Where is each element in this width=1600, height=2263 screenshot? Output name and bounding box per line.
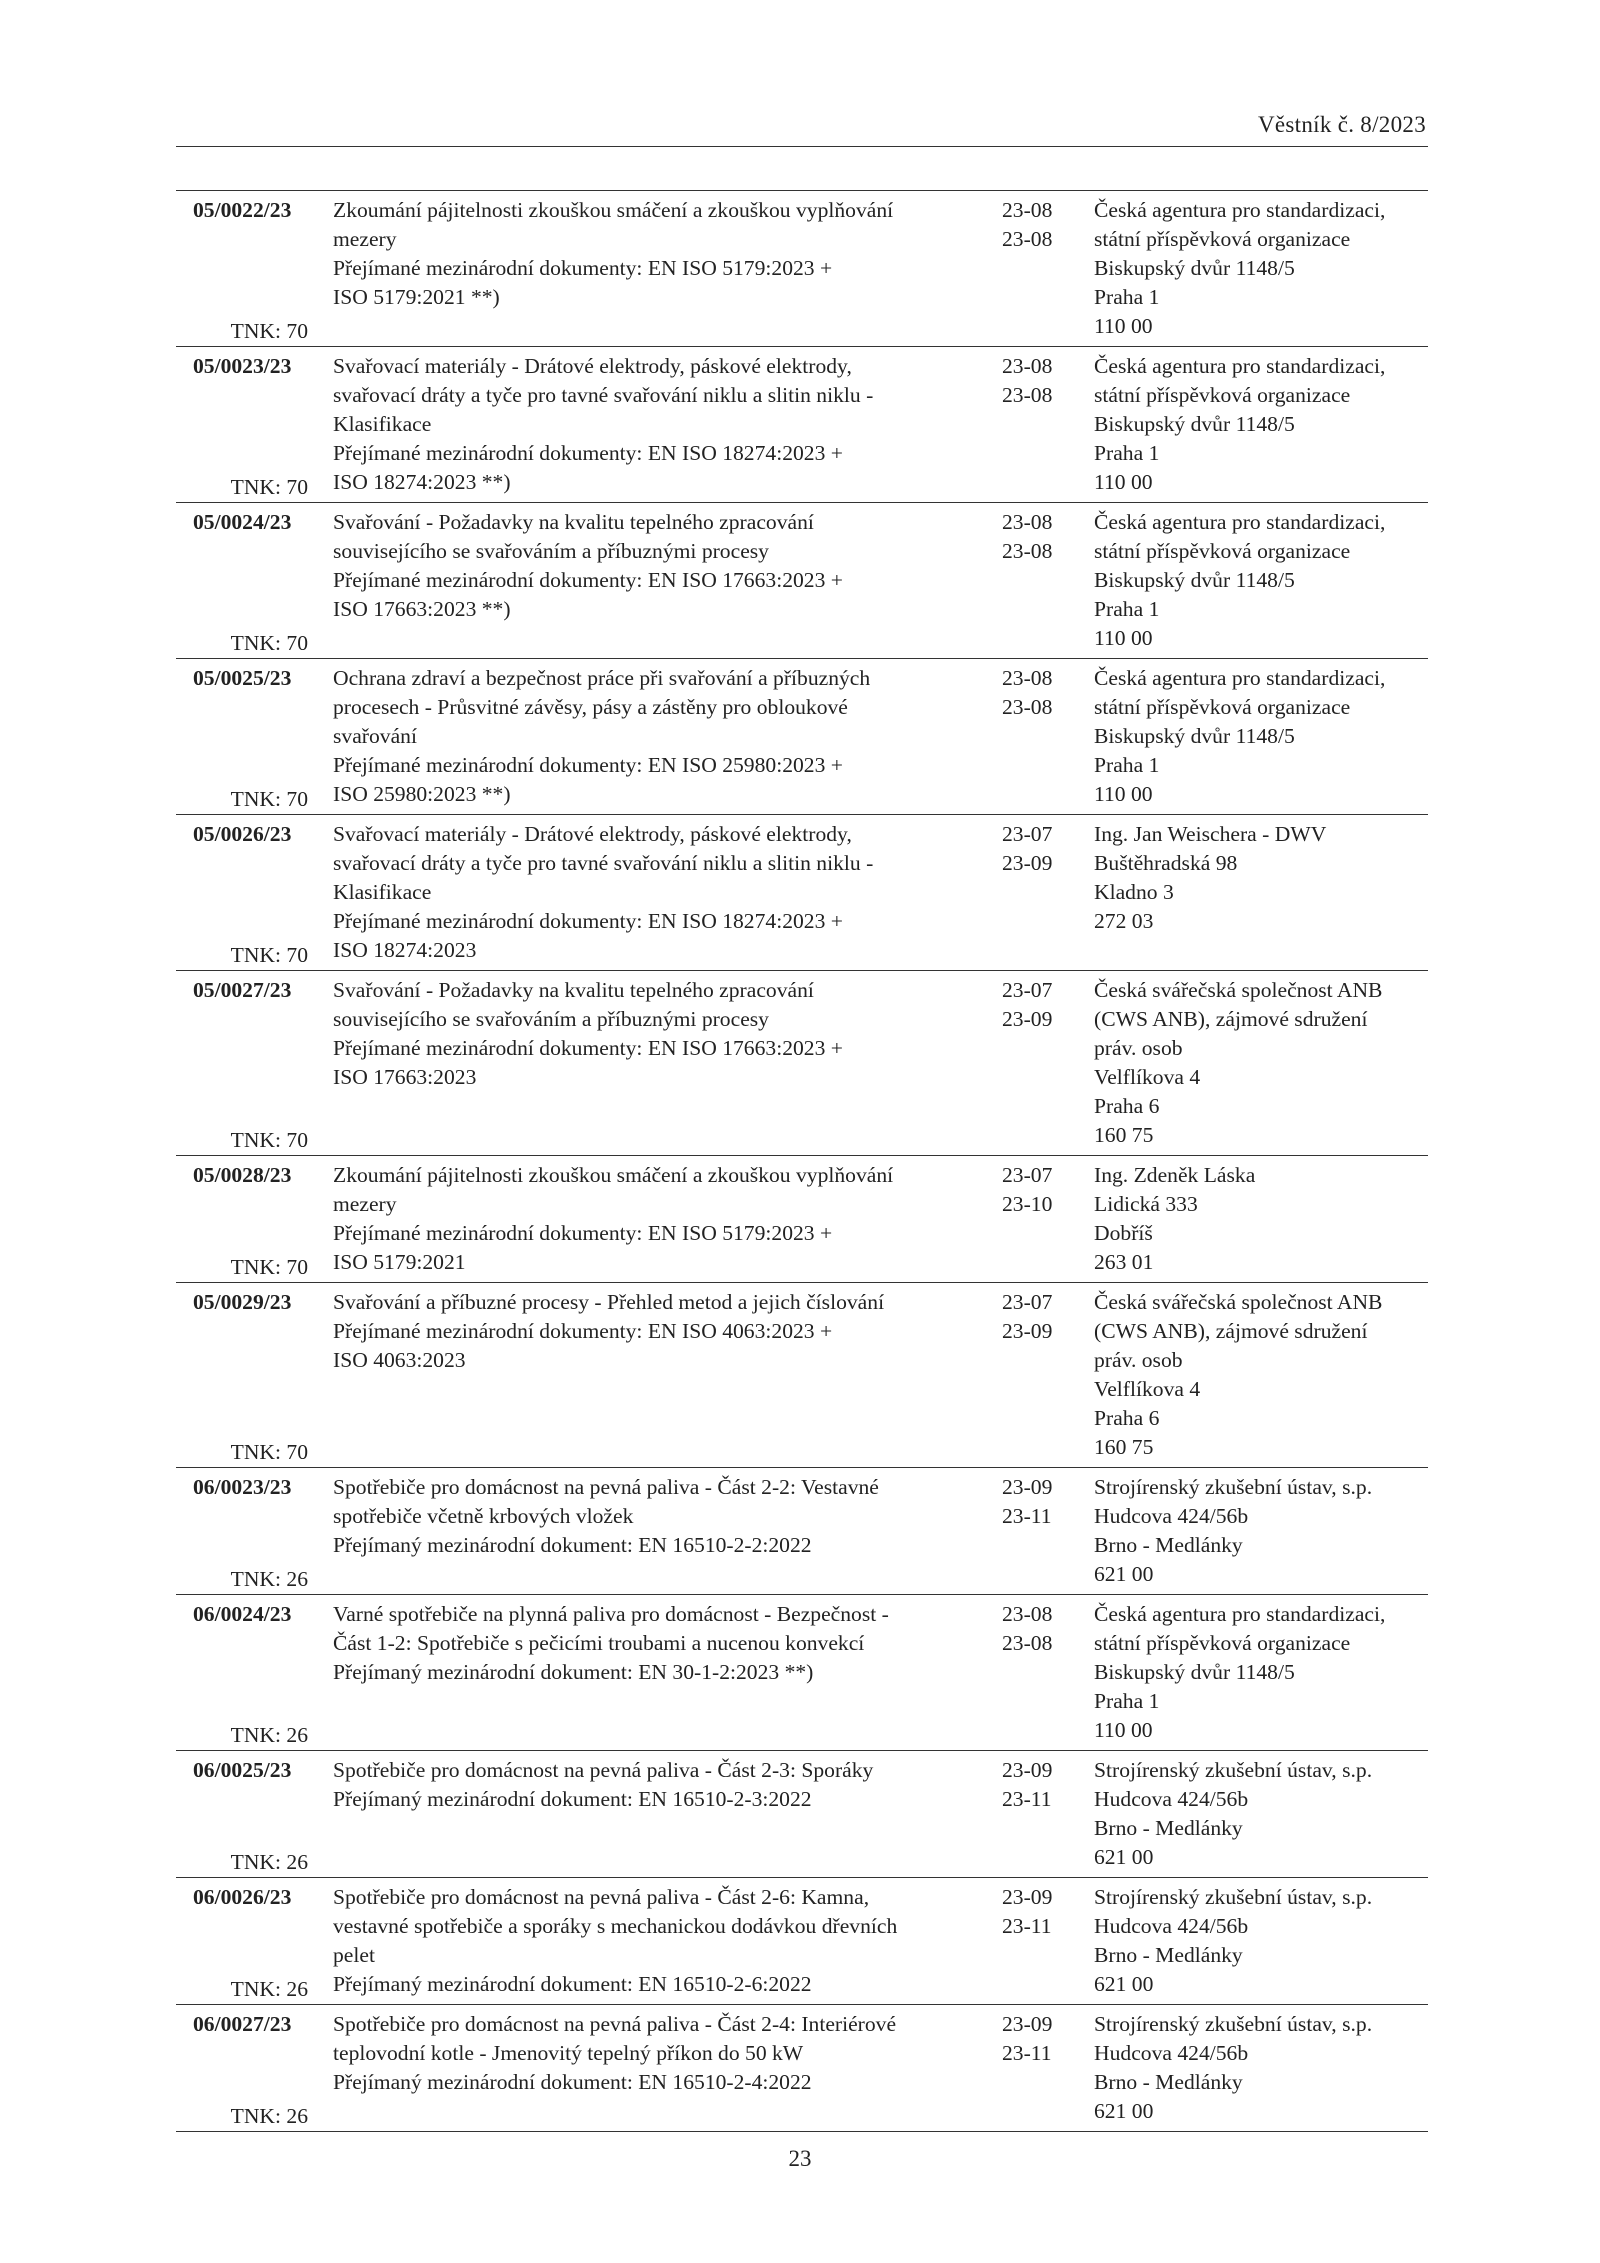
- entry-address-line: Hudcova 424/56b: [1094, 1787, 1249, 1811]
- entry-date: 23-08: [1002, 1602, 1053, 1626]
- entry-title-line: vestavné spotřebiče a sporáky s mechanickou dodávkou dřevních: [333, 1914, 898, 1938]
- entry-tnk: TNK: 70: [230, 631, 308, 655]
- entry-number: 05/0028/23: [193, 1163, 292, 1187]
- entry-dates: [1002, 1161, 1072, 1219]
- entry-title-line: Přejímané mezinárodní dokumenty: EN ISO 5179:2023 +: [333, 256, 833, 280]
- standard-entry: [176, 1878, 1428, 2005]
- entry-address-line: 110 00: [1094, 314, 1153, 338]
- entry-address-line: Velflíkova 4: [1094, 1377, 1201, 1401]
- entry-address: [1094, 1161, 1434, 1277]
- standard-entry: [176, 347, 1428, 503]
- entry-date: 23-09: [1002, 1758, 1053, 1782]
- entry-tnk: TNK: 26: [230, 1567, 308, 1591]
- entry-dates: [1002, 1600, 1072, 1658]
- entry-tnk: TNK: 70: [230, 943, 308, 967]
- entry-address: [1094, 664, 1434, 809]
- entry-title-line: Přejímaný mezinárodní dokument: EN 30-1-2:2023 **): [333, 1660, 814, 1684]
- entry-title: [333, 976, 973, 1092]
- entry-address-line: Česká agentura pro standardizaci,: [1094, 354, 1386, 378]
- entry-address: [1094, 1473, 1434, 1589]
- entry-address-line: práv. osob: [1094, 1348, 1183, 1372]
- entry-dates: [1002, 1288, 1072, 1346]
- entry-dates: [1002, 664, 1072, 722]
- page-header: [176, 112, 1428, 147]
- entry-title-line: teplovodní kotle - Jmenovitý tepelný příkon do 50 kW: [333, 2041, 804, 2065]
- entry-title-line: Ochrana zdraví a bezpečnost práce při svařování a příbuzných: [333, 666, 871, 690]
- entry-tnk: TNK: 26: [230, 1977, 308, 2001]
- entry-title-line: Svařování a příbuzné procesy - Přehled metod a jejich číslování: [333, 1290, 885, 1314]
- entry-title-line: Přejímaný mezinárodní dokument: EN 16510-2-6:2022: [333, 1972, 812, 1996]
- entry-title-line: Svařování - Požadavky na kvalitu tepelného zpracování: [333, 978, 814, 1002]
- standard-entry: [176, 503, 1428, 659]
- entry-date: 23-09: [1002, 1007, 1053, 1031]
- entry-address-line: Hudcova 424/56b: [1094, 2041, 1249, 2065]
- entry-date: 23-10: [1002, 1192, 1053, 1216]
- entry-title-line: Přejímaný mezinárodní dokument: EN 16510-2-4:2022: [333, 2070, 812, 2094]
- entry-title-line: procesech - Průsvitné závěsy, pásy a zástěny pro obloukové: [333, 695, 848, 719]
- entry-tnk: TNK: 70: [230, 1128, 308, 1152]
- entry-number: 05/0024/23: [193, 510, 292, 534]
- entry-date: 23-09: [1002, 1885, 1053, 1909]
- entry-address-line: 621 00: [1094, 1972, 1154, 1996]
- entry-address-line: 621 00: [1094, 2099, 1154, 2123]
- entry-date: 23-07: [1002, 1290, 1053, 1314]
- entry-number: 05/0023/23: [193, 354, 292, 378]
- entry-address-line: státní příspěvková organizace: [1094, 227, 1351, 251]
- entry-dates: [1002, 196, 1072, 254]
- entry-address-line: Ing. Zdeněk Láska: [1094, 1163, 1256, 1187]
- entry-number: 05/0029/23: [193, 1290, 292, 1314]
- entry-title-line: Přejímané mezinárodní dokumenty: EN ISO 18274:2023 +: [333, 441, 843, 465]
- entry-number: 06/0024/23: [193, 1602, 292, 1626]
- entry-address-line: 621 00: [1094, 1845, 1154, 1869]
- entry-address-line: Brno - Medlánky: [1094, 2070, 1243, 2094]
- entry-address-line: Velflíkova 4: [1094, 1065, 1201, 1089]
- entry-title-line: Spotřebiče pro domácnost na pevná paliva - Část 2-2: Vestavné: [333, 1475, 879, 1499]
- entry-title: [333, 1288, 973, 1375]
- entry-address-line: Praha 6: [1094, 1406, 1160, 1430]
- entry-address-line: Praha 1: [1094, 1689, 1160, 1713]
- entry-address-line: Praha 1: [1094, 753, 1160, 777]
- entry-date: 23-08: [1002, 1631, 1053, 1655]
- entry-address-line: Biskupský dvůr 1148/5: [1094, 568, 1295, 592]
- entry-address: [1094, 2010, 1434, 2126]
- entry-address-line: Česká agentura pro standardizaci,: [1094, 1602, 1386, 1626]
- entry-address-line: Biskupský dvůr 1148/5: [1094, 1660, 1295, 1684]
- entry-date: 23-07: [1002, 1163, 1053, 1187]
- entry-address-line: Česká agentura pro standardizaci,: [1094, 198, 1386, 222]
- entry-date: 23-07: [1002, 822, 1053, 846]
- entry-address-line: státní příspěvková organizace: [1094, 1631, 1351, 1655]
- entry-title-line: svařovací dráty a tyče pro tavné svařování niklu a slitin niklu -: [333, 851, 874, 875]
- entry-title-line: souvisejícího se svařováním a příbuznými procesy: [333, 1007, 769, 1031]
- entry-address-line: práv. osob: [1094, 1036, 1183, 1060]
- entry-title-line: Přejímané mezinárodní dokumenty: EN ISO 18274:2023 +: [333, 909, 843, 933]
- entry-dates: [1002, 820, 1072, 878]
- entry-title: [333, 196, 973, 312]
- entry-date: 23-07: [1002, 978, 1053, 1002]
- entry-address-line: 263 01: [1094, 1250, 1154, 1274]
- entry-address: [1094, 1600, 1434, 1745]
- entry-date: 23-08: [1002, 383, 1053, 407]
- entry-title: [333, 352, 973, 497]
- entry-address-line: 110 00: [1094, 1718, 1153, 1742]
- page-number: 23: [788, 2146, 812, 2171]
- entry-address-line: Brno - Medlánky: [1094, 1943, 1243, 1967]
- entry-title: [333, 1161, 973, 1277]
- entry-date: 23-08: [1002, 510, 1053, 534]
- entry-number: 06/0025/23: [193, 1758, 292, 1782]
- entry-title-line: Svařování - Požadavky na kvalitu tepelného zpracování: [333, 510, 814, 534]
- entry-title-line: ISO 17663:2023: [333, 1065, 477, 1089]
- entry-address-line: státní příspěvková organizace: [1094, 383, 1351, 407]
- entry-date: 23-09: [1002, 851, 1053, 875]
- entry-date: 23-08: [1002, 539, 1053, 563]
- entry-title: [333, 820, 973, 965]
- entry-address: [1094, 1883, 1434, 1999]
- entry-address-line: Strojírenský zkušební ústav, s.p.: [1094, 2012, 1373, 2036]
- entry-address-line: Buštěhradská 98: [1094, 851, 1238, 875]
- entry-title-line: mezery: [333, 1192, 397, 1216]
- entry-tnk: TNK: 70: [230, 319, 308, 343]
- entry-address: [1094, 1756, 1434, 1872]
- journal-title: Věstník č. 8/2023: [1258, 112, 1426, 137]
- entry-address: [1094, 352, 1434, 497]
- standard-entry: [176, 191, 1428, 347]
- entry-address-line: Praha 6: [1094, 1094, 1160, 1118]
- entry-number: 06/0023/23: [193, 1475, 292, 1499]
- entry-tnk: TNK: 70: [230, 787, 308, 811]
- entry-dates: [1002, 1883, 1072, 1941]
- entry-title: [333, 1756, 973, 1814]
- entry-title-line: Přejímané mezinárodní dokumenty: EN ISO 4063:2023 +: [333, 1319, 833, 1343]
- entry-date: 23-08: [1002, 354, 1053, 378]
- entry-dates: [1002, 976, 1072, 1034]
- entry-address-line: státní příspěvková organizace: [1094, 539, 1351, 563]
- entry-address-line: Praha 1: [1094, 441, 1160, 465]
- entry-number: 05/0025/23: [193, 666, 292, 690]
- entry-address-line: Brno - Medlánky: [1094, 1816, 1243, 1840]
- entry-address-line: Biskupský dvůr 1148/5: [1094, 412, 1295, 436]
- entry-title-line: Přejímané mezinárodní dokumenty: EN ISO 25980:2023 +: [333, 753, 843, 777]
- entry-tnk: TNK: 26: [230, 2104, 308, 2128]
- entry-title-line: ISO 18274:2023 **): [333, 470, 511, 494]
- entry-title-line: pelet: [333, 1943, 375, 1967]
- entry-title-line: Spotřebiče pro domácnost na pevná paliva - Část 2-4: Interiérové: [333, 2012, 897, 2036]
- entry-address-line: Lidická 333: [1094, 1192, 1198, 1216]
- standard-entry: [176, 1468, 1428, 1595]
- entry-title-line: svařovací dráty a tyče pro tavné svařování niklu a slitin niklu -: [333, 383, 874, 407]
- entry-address-line: 110 00: [1094, 470, 1153, 494]
- entry-title-line: svařování: [333, 724, 417, 748]
- entry-title-line: Přejímaný mezinárodní dokument: EN 16510-2-3:2022: [333, 1787, 812, 1811]
- entry-title-line: Zkoumání pájitelnosti zkouškou smáčení a zkouškou vyplňování: [333, 1163, 894, 1187]
- entry-date: 23-08: [1002, 198, 1053, 222]
- entry-tnk: TNK: 70: [230, 1440, 308, 1464]
- entry-address-line: Praha 1: [1094, 597, 1160, 621]
- entry-dates: [1002, 2010, 1072, 2068]
- entry-title-line: Spotřebiče pro domácnost na pevná paliva - Část 2-6: Kamna,: [333, 1885, 870, 1909]
- entry-title: [333, 664, 973, 809]
- entry-title-line: Spotřebiče pro domácnost na pevná paliva - Část 2-3: Sporáky: [333, 1758, 874, 1782]
- entry-number: 06/0027/23: [193, 2012, 292, 2036]
- entry-address-line: Kladno 3: [1094, 880, 1174, 904]
- entry-title-line: ISO 4063:2023: [333, 1348, 466, 1372]
- entry-date: 23-11: [1002, 2041, 1052, 2065]
- entry-title-line: Přejímané mezinárodní dokumenty: EN ISO 5179:2023 +: [333, 1221, 833, 1245]
- entry-tnk: TNK: 70: [230, 1255, 308, 1279]
- entry-address-line: Česká svářečská společnost ANB: [1094, 978, 1383, 1002]
- entry-tnk: TNK: 70: [230, 475, 308, 499]
- entry-address-line: Česká agentura pro standardizaci,: [1094, 666, 1386, 690]
- entry-title-line: Část 1-2: Spotřebiče s pečicími troubami a nucenou konvekcí: [333, 1631, 865, 1655]
- entry-title-line: Přejímané mezinárodní dokumenty: EN ISO 17663:2023 +: [333, 1036, 843, 1060]
- entry-dates: [1002, 352, 1072, 410]
- entry-date: 23-09: [1002, 2012, 1053, 2036]
- entry-title: [333, 1473, 973, 1560]
- standard-entry: [176, 659, 1428, 815]
- entry-dates: [1002, 508, 1072, 566]
- entry-number: 05/0027/23: [193, 978, 292, 1002]
- entry-title: [333, 508, 973, 624]
- entry-title-line: Klasifikace: [333, 880, 432, 904]
- entry-address-line: Biskupský dvůr 1148/5: [1094, 256, 1295, 280]
- entry-date: 23-08: [1002, 227, 1053, 251]
- entry-title-line: mezery: [333, 227, 397, 251]
- entry-number: 05/0026/23: [193, 822, 292, 846]
- entry-date: 23-09: [1002, 1475, 1053, 1499]
- entry-address-line: Česká agentura pro standardizaci,: [1094, 510, 1386, 534]
- entry-title-line: ISO 18274:2023: [333, 938, 477, 962]
- entry-address-line: Dobříš: [1094, 1221, 1153, 1245]
- standard-entry: [176, 1283, 1428, 1468]
- entry-number: 05/0022/23: [193, 198, 292, 222]
- entry-date: 23-08: [1002, 695, 1053, 719]
- entry-address-line: Ing. Jan Weischera - DWV: [1094, 822, 1327, 846]
- standard-entry: [176, 1156, 1428, 1283]
- entry-address-line: 110 00: [1094, 626, 1153, 650]
- entry-address-line: 160 75: [1094, 1123, 1154, 1147]
- entry-title-line: Svařovací materiály - Drátové elektrody, páskové elektrody,: [333, 822, 852, 846]
- entry-tnk: TNK: 26: [230, 1850, 308, 1874]
- entry-address: [1094, 820, 1434, 936]
- entry-title-line: spotřebiče včetně krbových vložek: [333, 1504, 634, 1528]
- entry-title-line: Zkoumání pájitelnosti zkouškou smáčení a zkouškou vyplňování: [333, 198, 894, 222]
- entry-title-line: ISO 17663:2023 **): [333, 597, 511, 621]
- entry-title: [333, 1600, 973, 1687]
- entry-address-line: státní příspěvková organizace: [1094, 695, 1351, 719]
- standard-entry: [176, 815, 1428, 971]
- entry-number: 06/0026/23: [193, 1885, 292, 1909]
- entry-address-line: (CWS ANB), zájmové sdružení: [1094, 1319, 1368, 1343]
- entry-date: 23-08: [1002, 666, 1053, 690]
- entry-address-line: (CWS ANB), zájmové sdružení: [1094, 1007, 1368, 1031]
- entry-address: [1094, 1288, 1434, 1462]
- standard-entry: [176, 1751, 1428, 1878]
- entry-title-line: Klasifikace: [333, 412, 432, 436]
- entry-title-line: Přejímané mezinárodní dokumenty: EN ISO 17663:2023 +: [333, 568, 843, 592]
- entry-address-line: Praha 1: [1094, 285, 1160, 309]
- entry-address: [1094, 508, 1434, 653]
- entry-date: 23-11: [1002, 1914, 1052, 1938]
- entry-address-line: Česká svářečská společnost ANB: [1094, 1290, 1383, 1314]
- entry-dates: [1002, 1756, 1072, 1814]
- entry-address: [1094, 976, 1434, 1150]
- entry-address-line: Strojírenský zkušební ústav, s.p.: [1094, 1885, 1373, 1909]
- entry-address-line: 621 00: [1094, 1562, 1154, 1586]
- entry-dates: [1002, 1473, 1072, 1531]
- entry-address-line: 272 03: [1094, 909, 1154, 933]
- entry-date: 23-11: [1002, 1504, 1052, 1528]
- entry-title: [333, 2010, 973, 2097]
- standard-entry: [176, 2005, 1428, 2132]
- entry-address-line: Strojírenský zkušební ústav, s.p.: [1094, 1758, 1373, 1782]
- entry-address: [1094, 196, 1434, 341]
- entry-date: 23-09: [1002, 1319, 1053, 1343]
- entry-address-line: Brno - Medlánky: [1094, 1533, 1243, 1557]
- entry-title-line: souvisejícího se svařováním a příbuznými procesy: [333, 539, 769, 563]
- entry-address-line: 160 75: [1094, 1435, 1154, 1459]
- standard-entry: [176, 1595, 1428, 1751]
- standard-entry: [176, 971, 1428, 1156]
- entry-title: [333, 1883, 973, 1999]
- entry-title-line: ISO 5179:2021: [333, 1250, 466, 1274]
- entry-title-line: ISO 5179:2021 **): [333, 285, 500, 309]
- entry-address-line: Biskupský dvůr 1148/5: [1094, 724, 1295, 748]
- entry-title-line: Varné spotřebiče na plynná paliva pro domácnost - Bezpečnost -: [333, 1602, 889, 1626]
- entry-address-line: 110 00: [1094, 782, 1153, 806]
- entry-address-line: Hudcova 424/56b: [1094, 1914, 1249, 1938]
- entry-date: 23-11: [1002, 1787, 1052, 1811]
- entry-tnk: TNK: 26: [230, 1723, 308, 1747]
- entry-address-line: Hudcova 424/56b: [1094, 1504, 1249, 1528]
- entry-title-line: Přejímaný mezinárodní dokument: EN 16510-2-2:2022: [333, 1533, 812, 1557]
- standards-list: [176, 190, 1428, 2132]
- entry-address-line: Strojírenský zkušební ústav, s.p.: [1094, 1475, 1373, 1499]
- entry-title-line: ISO 25980:2023 **): [333, 782, 511, 806]
- entry-title-line: Svařovací materiály - Drátové elektrody, páskové elektrody,: [333, 354, 852, 378]
